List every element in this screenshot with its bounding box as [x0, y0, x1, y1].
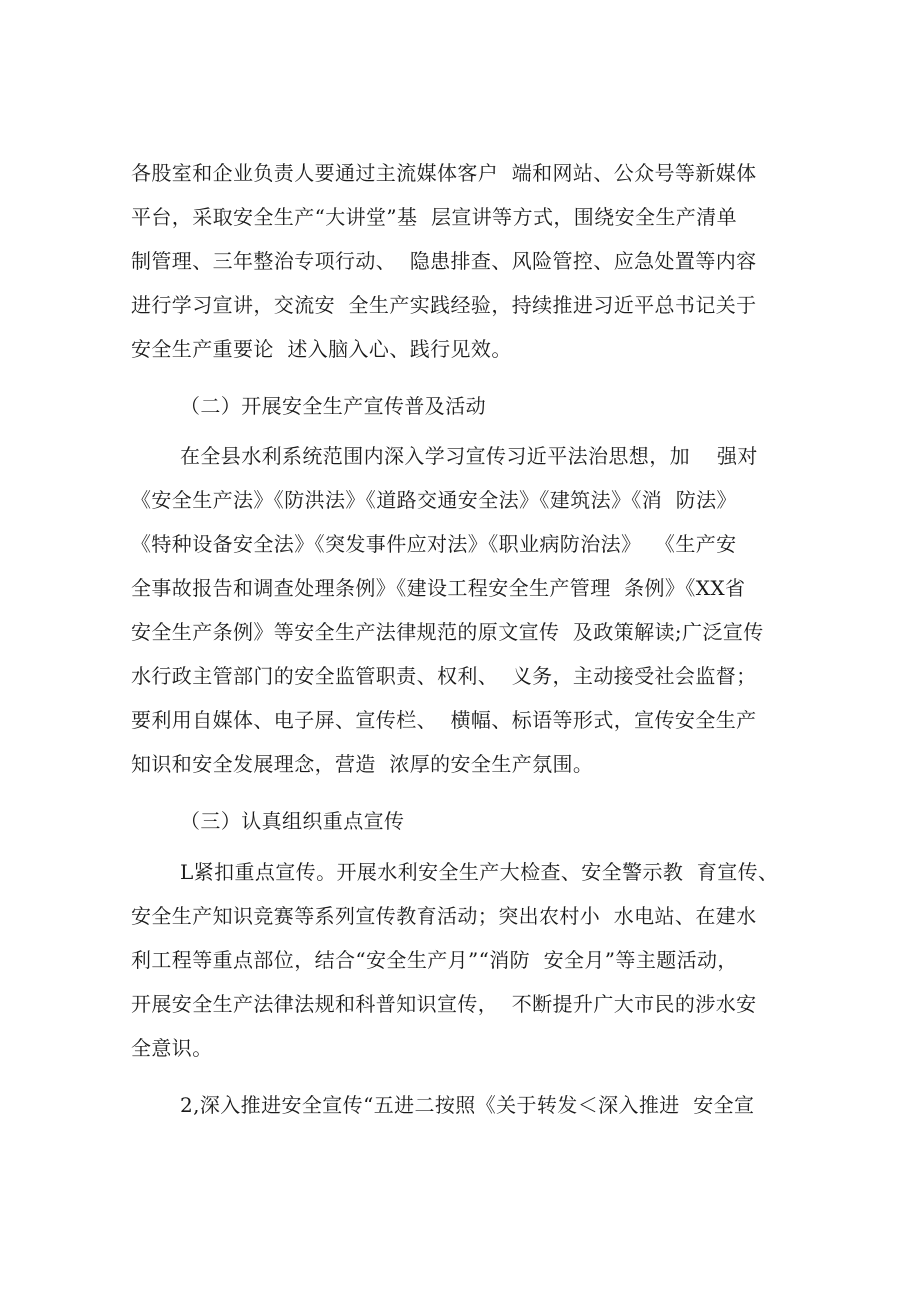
body-text-line: 进行学习宣讲，交流安 全生产实践经验，持续推进习近平总书记关于	[131, 293, 757, 317]
body-text-line: 制管理、三年整治专项行动、 隐患排查、风险管控、应急处置等内容	[131, 249, 757, 273]
body-text-line: 知识和安全发展理念，营造 浓厚的安全生产氛围。	[131, 752, 594, 776]
body-text-line: 要利用自媒体、电子屏、宣传栏、 横幅、标语等形式，宣传安全生产	[131, 708, 757, 732]
body-text-line: 安全生产条例》等安全生产法律规范的原文宣传 及政策解读;广泛宣传	[131, 620, 764, 644]
body-text-line: 《特种设备安全法》《突发事件应对法》《职业病防治法》 《生产安	[131, 532, 737, 556]
section-heading-3: （三）认真组织重点宣传	[180, 809, 405, 833]
section-heading-2: （二）开展安全生产宣传普及活动	[180, 394, 486, 418]
body-text-line: 2,深入推进安全宣传“五进二按照《关于转发＜深入推进 安全宣	[180, 1093, 755, 1117]
body-text-line: 各股室和企业负责人要通过主流媒体客户 端和网站、公众号等新媒体	[131, 161, 757, 185]
body-text-line: L紧扣重点宣传。开展水利安全生产大检查、安全警示教 育宣传、	[180, 860, 779, 884]
body-text-line: 安全生产重要论 述入脑入心、践行见效。	[131, 337, 512, 361]
body-text-line: 平台，采取安全生产“大讲堂”基 层宣讲等方式，围绕安全生产清单	[131, 205, 737, 229]
body-text-line: 开展安全生产法律法规和科普知识宣传， 不断提升广大市民的涉水安	[131, 992, 757, 1016]
body-text-line: 利工程等重点部位，结合“安全生产月”“消防 安全月”等主题活动，	[131, 948, 738, 972]
body-text-line: 在全县水利系统范围内深入学习宣传习近平法治思想，加 强对	[180, 444, 758, 468]
body-text-line: 水行政主管部门的安全监管职责、权利、 义务，主动接受社会监督；	[131, 664, 757, 688]
body-text-line: 全意识。	[131, 1036, 213, 1060]
body-text-line: 安全生产知识竞赛等系列宣传教育活动；突出农村小 水电站、在建水	[131, 904, 757, 928]
body-text-line: 《安全生产法》《防洪法》《道路交通安全法》《建筑法》《消 防法》	[131, 488, 737, 512]
body-text-line: 全事故报告和调查处理条例》《建设工程安全生产管理 条例》《XX省	[131, 576, 746, 600]
